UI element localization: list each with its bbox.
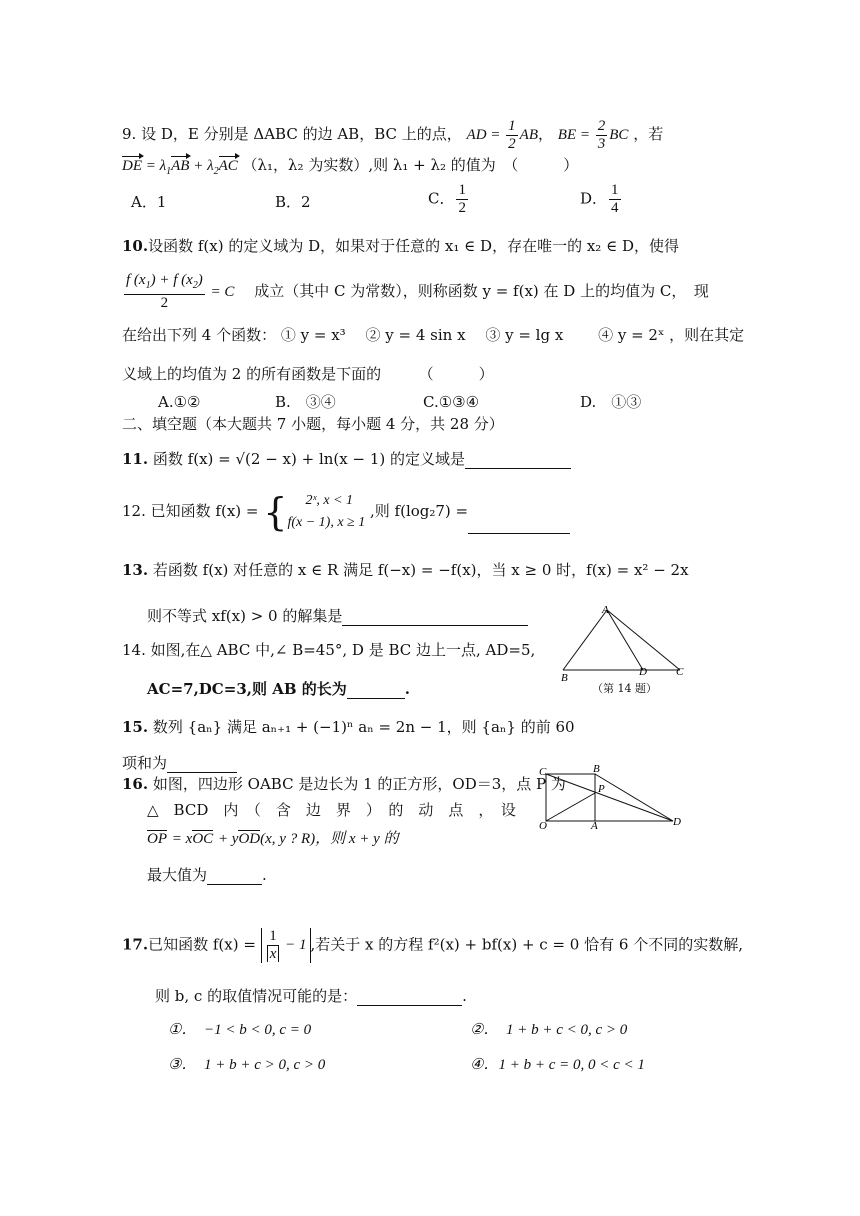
q15-line2 — [122, 752, 237, 773]
section-title: 二、填空题（本大题共 7 小题，每小题 4 分，共 28 分） — [122, 415, 504, 433]
q12-pre: 已知函数 f(x) = — [150, 502, 259, 520]
q17-option-3: ③． 1 + b + c > 0, c > 0 — [168, 1057, 326, 1073]
svg-text:A: A — [602, 605, 609, 616]
svg-text:C: C — [539, 766, 547, 778]
q14-figure-caption: （第 14 题） — [592, 682, 657, 695]
q14-line2: AC=7,DC=3,则 AB 的长为 . — [147, 680, 410, 698]
q10-mean-formula: $\frac{f (x_1) + f (x_2)}{2}$ — [126, 272, 203, 311]
q9-line2 — [122, 155, 578, 182]
q16-vec-od: OD — [238, 831, 261, 847]
q9-ad-formula: AD = $\frac{1}{2}$ AB — [466, 118, 538, 152]
q9-option-a: A．1 — [131, 193, 167, 211]
q12-answer-blank[interactable] — [468, 513, 570, 534]
q14-answer-blank[interactable] — [347, 678, 405, 699]
q14-text1: 如图,在△ ABC 中,∠ B=45°, D 是 BC 边上一点, AD=5, — [150, 641, 536, 659]
q14-line1 — [122, 640, 535, 660]
q10-line3: 在给出下列 4 个函数： ① y = x³ ② y = 4 sin x ③ y = lg x ④ y = 2ˣ ，则在其定 — [122, 326, 745, 344]
q10-option-c: C.①③④ — [423, 393, 480, 411]
q16-vec-op: OP — [147, 831, 167, 847]
svg-text:D: D — [639, 666, 647, 678]
q10-text2: 成立（其中 C 为常数），则称函数 y = f(x) 在 D 上的均值为 C， 现 — [254, 282, 709, 300]
q10-func-3: ③ y = lg x — [485, 326, 564, 344]
q13-text2: 则不等式 xf(x) > 0 的解集是 — [147, 607, 343, 625]
q16-text1: 如图，四边形 OABC 是边长为 1 的正方形，OD＝3，点 P 为 — [152, 775, 566, 793]
svg-text:A: A — [591, 820, 598, 832]
q12-number: 12. — [122, 502, 146, 520]
q14-number: 14. — [122, 641, 146, 659]
q12-post: ,则 f(log₂7) = — [370, 502, 469, 520]
q17-line2: 则 b, c 的取值情况可能的是： . — [155, 987, 467, 1005]
svg-text:C: C — [676, 666, 684, 678]
q16-line2: △ BCD 内 （ 含 边 界 ） 的 动 点 ， 设 — [147, 801, 516, 819]
q9-stem-tail: ，若 — [633, 124, 664, 143]
q16-line4: 最大值为 . — [147, 866, 267, 884]
q10-func-1: ① y = x³ — [280, 326, 346, 344]
q10-line1 — [122, 236, 679, 256]
svg-text:B: B — [561, 672, 568, 684]
q15-line1 — [122, 717, 575, 737]
q16-answer-blank[interactable] — [207, 864, 262, 885]
q9-number: 9. — [122, 124, 137, 143]
q10-number: 10. — [122, 237, 149, 255]
q17-pre: 已知函数 f(x) = — [148, 935, 256, 954]
q9-line1: 9. 设 D，E 分别是 ΔABC 的边 AB，BC 上的点， AD = $\frac{1}{2}$ AB， BE = $\frac{2}{3}$ BC ，若 — [122, 118, 664, 152]
q9-option-d: D． $\frac{1}{4}$ — [580, 182, 619, 216]
q11-text: 函数 f(x) = √(2 − x) + ln(x − 1) 的定义域是 — [152, 450, 465, 468]
q16-number: 16. — [122, 775, 149, 793]
q17-option-2: ②． 1 + b + c < 0, c > 0 — [470, 1022, 628, 1038]
q9-coef-note: （λ₁，λ₂ 为实数）,则 λ₁ + λ₂ 的值为 （ ） — [242, 156, 579, 174]
q9-stem: 设 D，E 分别是 ΔABC 的边 AB，BC 上的点， — [141, 124, 462, 143]
q17-text2: 则 b, c 的取值情况可能的是： — [155, 987, 358, 1005]
q13-answer-blank[interactable] — [342, 605, 528, 626]
q10-option-d: D. ①③ — [580, 393, 642, 411]
svg-text:O: O — [539, 820, 547, 832]
q17-option-4: ④．1 + b + c = 0, 0 < c < 1 — [470, 1057, 645, 1073]
q13-line1 — [122, 560, 689, 580]
q15-text1: 数列 {aₙ} 满足 aₙ₊₁ + (−1)ⁿ aₙ = 2n − 1，则 {aₙ} 的前 60 — [152, 718, 575, 736]
q15-number: 15. — [122, 718, 149, 736]
q10-line4: 义域上的均值为 2 的所有函数是下面的 （ ） — [122, 365, 494, 383]
q15-answer-blank[interactable] — [167, 752, 237, 773]
q10-option-b: B. ③④ — [275, 393, 336, 411]
q10-func-4: ④ y = 2ˣ — [598, 326, 665, 344]
q12-line — [122, 490, 570, 534]
q9-vector-equation: DE = $\lambda_1AB + \lambda_2AC$ — [122, 158, 238, 177]
q9-option-b: B．2 — [275, 193, 311, 211]
q9-option-c: C． $\frac{1}{2}$ — [428, 182, 466, 216]
q13-number: 13. — [122, 561, 149, 579]
q15-text2: 项和为 — [122, 754, 168, 772]
q9-be-formula: BE = $\frac{2}{3}$ BC — [557, 118, 629, 152]
q11-line — [122, 448, 571, 469]
q12-cases: 2ˣ, x < 1 f(x − 1), x ≥ 1 — [287, 493, 366, 530]
q10-option-a: A.①② — [158, 393, 201, 411]
q16-line1 — [122, 774, 566, 794]
q17-abs-expression: $\frac{1}{x}$ − 1 — [261, 928, 311, 963]
q17-post: ,若关于 x 的方程 f²(x) + bf(x) + c = 0 恰有 6 个不同的实数解, — [310, 935, 743, 954]
q11-number: 11. — [122, 450, 149, 468]
q17-option-1: ①． −1 < b < 0, c = 0 — [168, 1022, 312, 1038]
q16-line3: OP = xOC + yOD(x, y ? R)，则 x + y 的 — [147, 831, 399, 847]
q10-func-2: ② y = 4 sin x — [365, 326, 466, 344]
q11-answer-blank[interactable] — [465, 448, 571, 469]
q16-vec-oc: OC — [192, 831, 214, 847]
q17-line1 — [122, 928, 743, 963]
q12-brace: { — [263, 490, 288, 534]
q16-text4: 最大值为 — [147, 866, 208, 884]
q17-number: 17. — [122, 935, 149, 954]
q16-square-figure — [535, 762, 685, 832]
q13-text1: 若函数 f(x) 对任意的 x ∈ R 满足 f(−x) = −f(x)，当 x ≥ 0 时，f(x) = x² − 2x — [152, 561, 689, 579]
svg-text:D: D — [673, 816, 681, 828]
svg-text:P: P — [598, 783, 605, 795]
svg-text:B: B — [593, 763, 600, 775]
q17-answer-blank[interactable] — [357, 985, 462, 1006]
q10-line2: $\frac{f (x_1) + f (x_2)}{2}$ = C 成立（其中 C 为常数），则称函数 y = f(x) 在 D 上的均值为 C， 现 — [126, 272, 709, 311]
q10-text1: 设函数 f(x) 的定义域为 D，如果对于任意的 x₁ ∈ D，存在唯一的 x₂ ∈ D，使得 — [148, 237, 679, 255]
q14-text2: AC=7,DC=3,则 AB 的长为 — [147, 680, 347, 698]
q13-line2 — [147, 605, 528, 626]
q14-triangle-figure — [555, 605, 695, 685]
